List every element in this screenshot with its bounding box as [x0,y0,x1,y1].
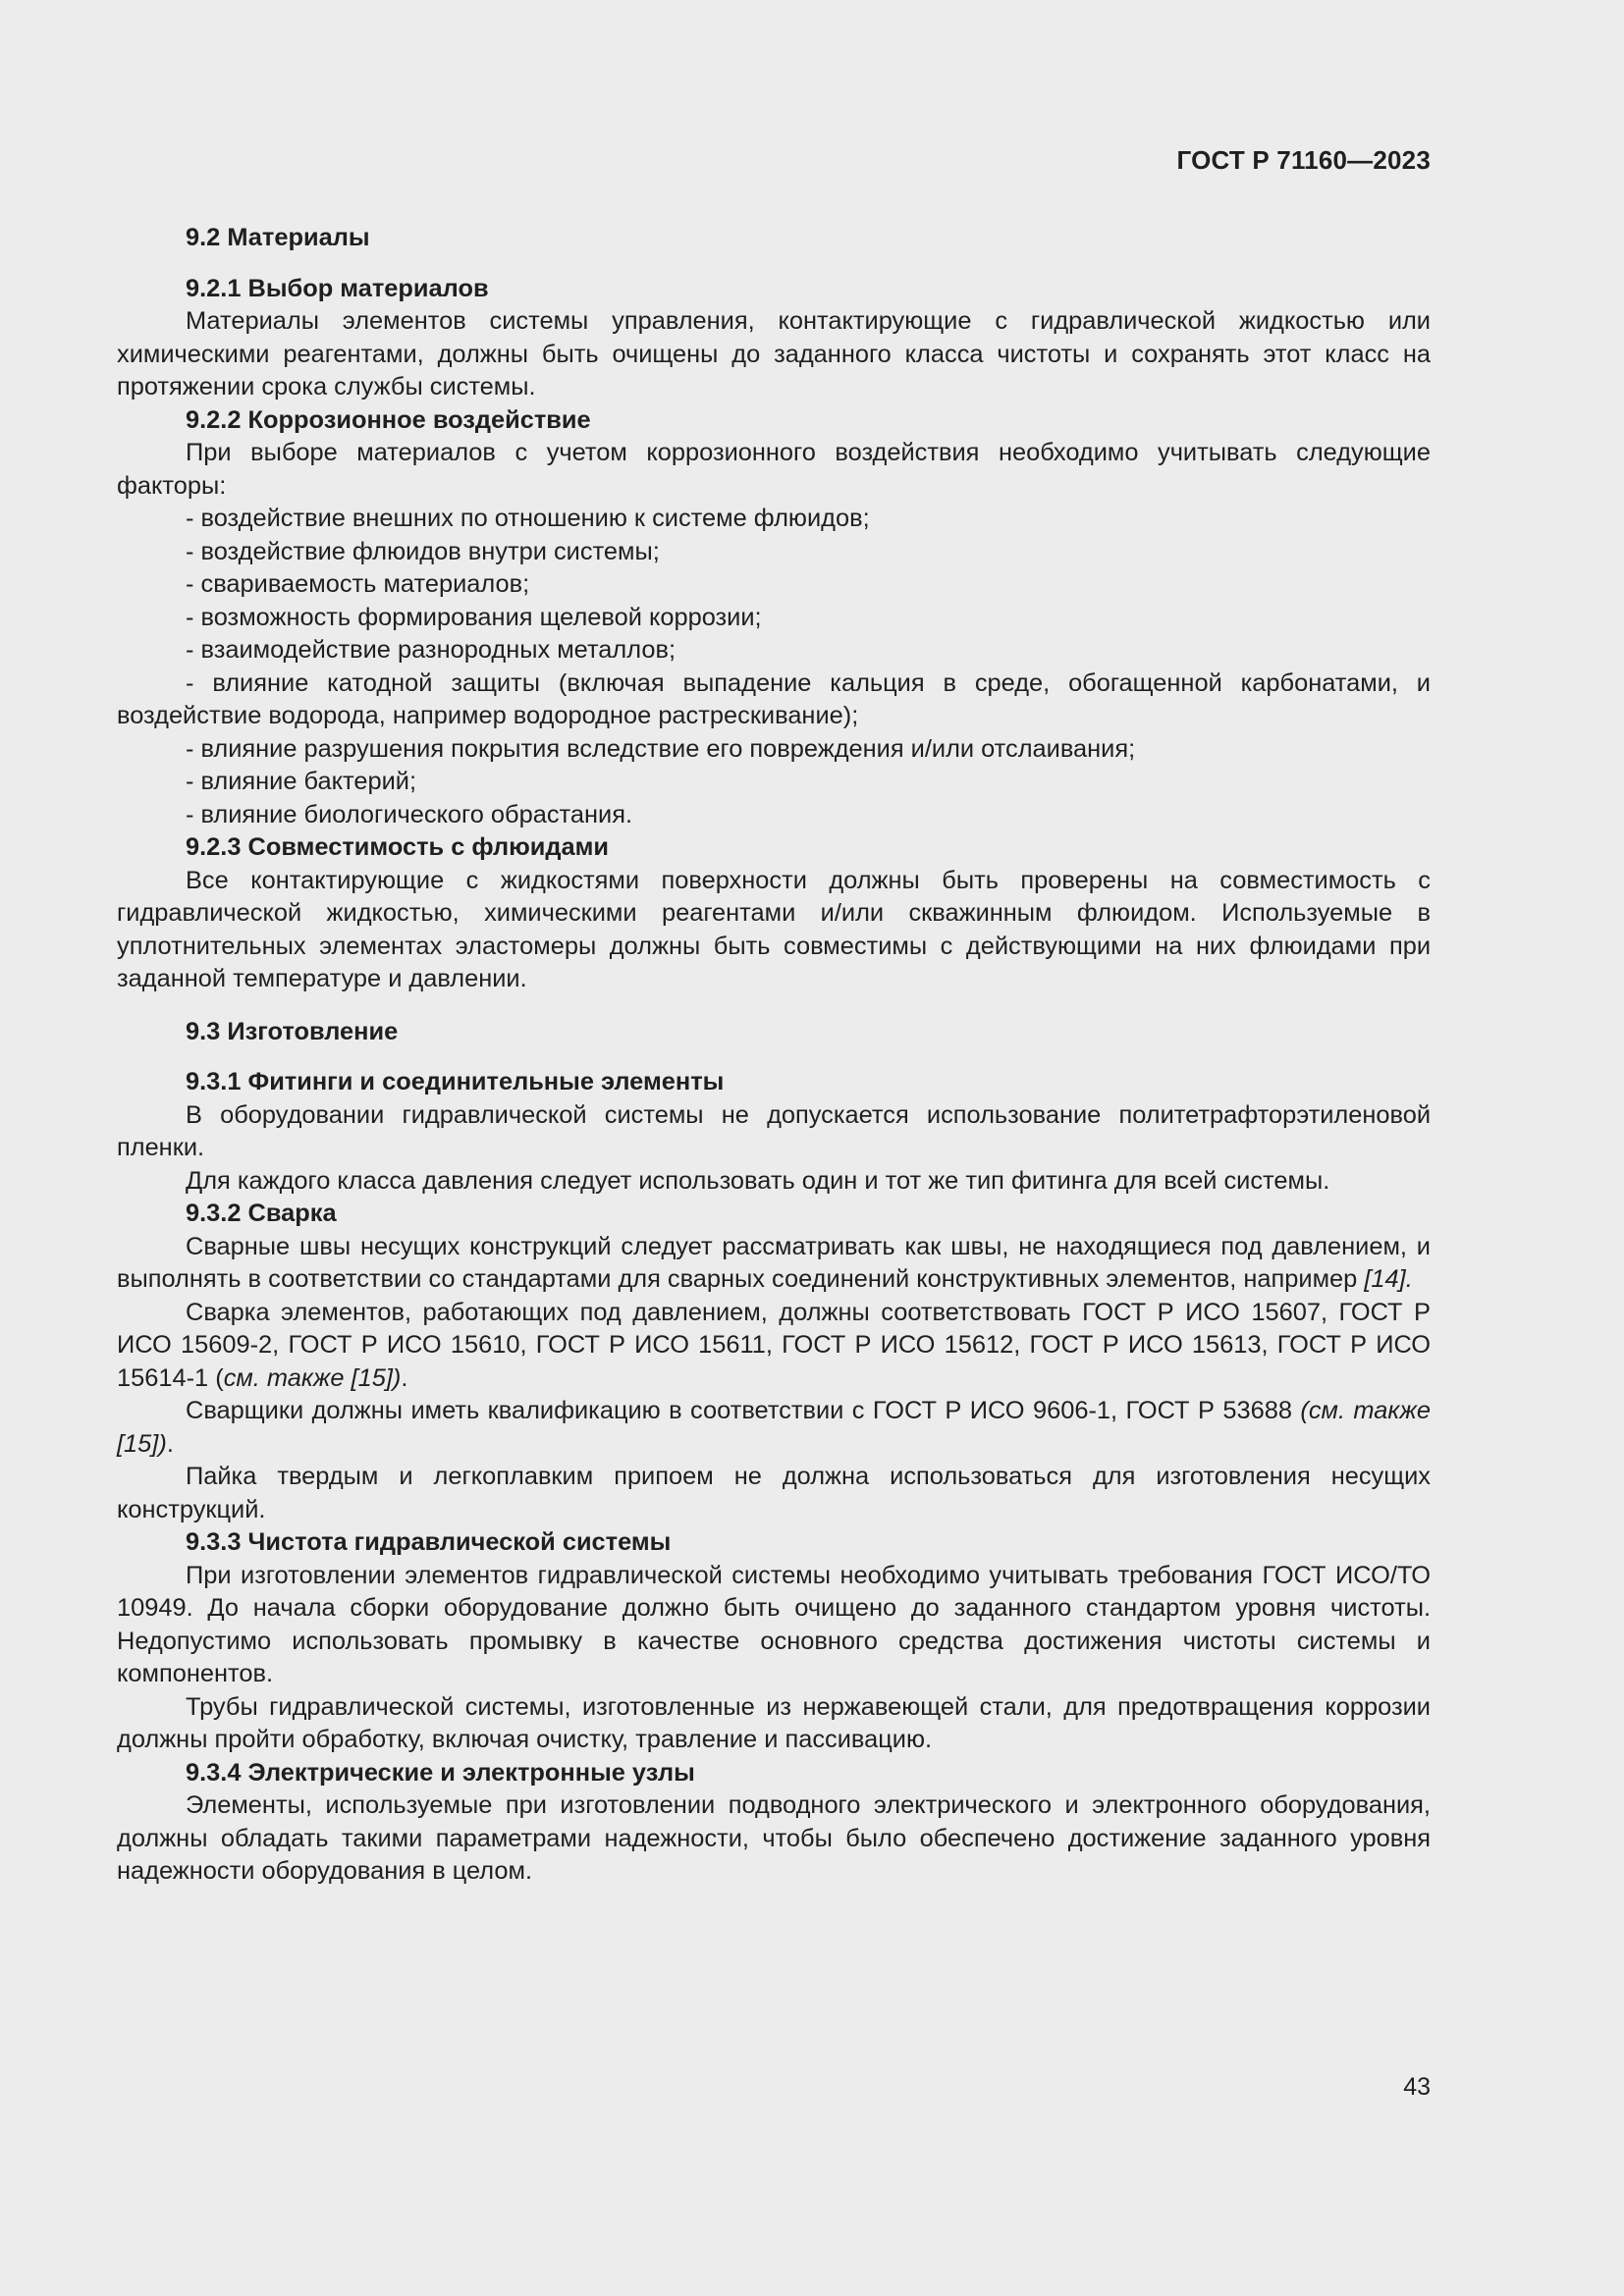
paragraph: Пайка твердым и легкоплавким припоем не должна использоваться для изготовления несущих конструкций. [117,1463,1431,1523]
subsection-9-2-3-title: 9.2.3 Совместимость с флюидами [186,833,610,861]
paragraph-text: Сварные швы несущих конструкций следует рассматривать как швы, не находящиеся под давлением, и выполнять в соответствии со стандартами для сварных соединений конструктивных элементов, например [117,1232,1431,1293]
subsection-9-2-1-title: 9.2.1 Выбор материалов [186,274,489,302]
list-item: - взаимодействие разнородных металлов; [186,636,677,664]
paragraph-end: . [401,1363,408,1392]
paragraph [117,1395,1431,1461]
paragraph: Трубы гидравлической системы, изготовленные из нержавеющей стали, для предотвращения коррозии должны пройти обработку, включая очистку, травление и пассивацию. [117,1692,1431,1753]
paragraph: При изготовлении элементов гидравлической системы необходимо учитывать требования ГОСТ ИСО/ТО 10949. До начала сборки оборудование должно быть очищено до заданного стандартом уровня чистоты. Недопустимо использовать промывку в качестве основного средства достижения чистоты системы и компонентов. [117,1561,1431,1687]
subsection-9-3-1-title: 9.3.1 Фитинги и соединительные элементы [186,1068,725,1095]
paragraph: Материалы элементов системы управления, контактирующие с гидравлической жидкостью или химическими реагентами, должны быть очищены до заданного класса чистоты и сохранять этот класс на протяжении срока службы системы. [117,307,1431,400]
list-item: - воздействие внешних по отношению к системе флюидов; [186,505,870,532]
paragraph: В оборудовании гидравлической системы не допускается использование политетрафторэтиленовой пленки. [117,1100,1431,1161]
paragraph [117,1297,1431,1396]
list-item: - возможность формирования щелевой коррозии; [186,603,762,631]
reference: (см. также [15]) [117,1397,1431,1458]
subsection-9-3-3-title: 9.3.3 Чистота гидравлической системы [186,1528,672,1556]
document-code: ГОСТ Р 71160—2023 [1176,145,1431,175]
paragraph-text: Сварка элементов, работающих под давлением, должны соответствовать ГОСТ Р ИСО 15607, ГОСТ Р ИСО 15609-2, ГОСТ Р ИСО 15610, ГОСТ Р ИСО 15611, ГОСТ Р ИСО 15612, ГОСТ Р ИСО 15613, ГОСТ Р ИСО 15614-1 ( [117,1298,1431,1392]
paragraph-text: Сварщики должны иметь квалификацию в соответствии с ГОСТ Р ИСО 9606-1, ГОСТ Р 53688 [186,1397,1301,1424]
subsection-9-3-4-title: 9.3.4 Электрические и электронные узлы [186,1758,695,1787]
reference: [14]. [1364,1265,1413,1293]
list-item: - воздействие флюидов внутри системы; [186,537,660,565]
paragraph: При выборе материалов с учетом коррозионного воздействия необходимо учитывать следующие факторы: [117,439,1431,500]
subsection-9-2-2-title: 9.2.2 Коррозионное воздействие [186,405,591,434]
paragraph [117,1231,1431,1297]
page-content [117,222,1431,1889]
subsection-9-3-2-title: 9.3.2 Сварка [186,1200,337,1227]
list-item: - влияние катодной защиты (включая выпадение кальция в среде, обогащенной карбонатами, и воздействие водорода, например водородное растрескивание); [117,668,1431,729]
paragraph: Элементы, используемые при изготовлении подводного электрического и электронного оборудования, должны обладать такими параметрами надежности, чтобы было обеспечено достижение заданного уровня надежности оборудования в целом. [117,1791,1431,1885]
paragraph: Для каждого класса давления следует использовать один и тот же тип фитинга для всей системы. [186,1166,1330,1195]
list-item: - влияние биологического обрастания. [186,800,633,828]
list-item: - свариваемость материалов; [186,570,530,598]
list-item: - влияние бактерий; [186,768,417,795]
list-item: - влияние разрушения покрытия вследствие его повреждения и/или отслаивания; [186,734,1136,763]
section-9-3-title: 9.3 Изготовление [186,1017,399,1045]
section-9-2-title: 9.2 Материалы [186,224,370,251]
paragraph: Все контактирующие с жидкостями поверхности должны быть проверены на совместимость с гидравлической жидкостью, химическими реагентами и/или скважинным флюидом. Используемые в уплотнительных элементах эластомеры должны быть совместимы с действующими на них флюидами при заданной температуре и давлении. [117,866,1431,992]
reference: см. также [15]) [223,1363,402,1392]
page-number: 43 [1403,2073,1431,2101]
paragraph-end: . [166,1429,174,1458]
